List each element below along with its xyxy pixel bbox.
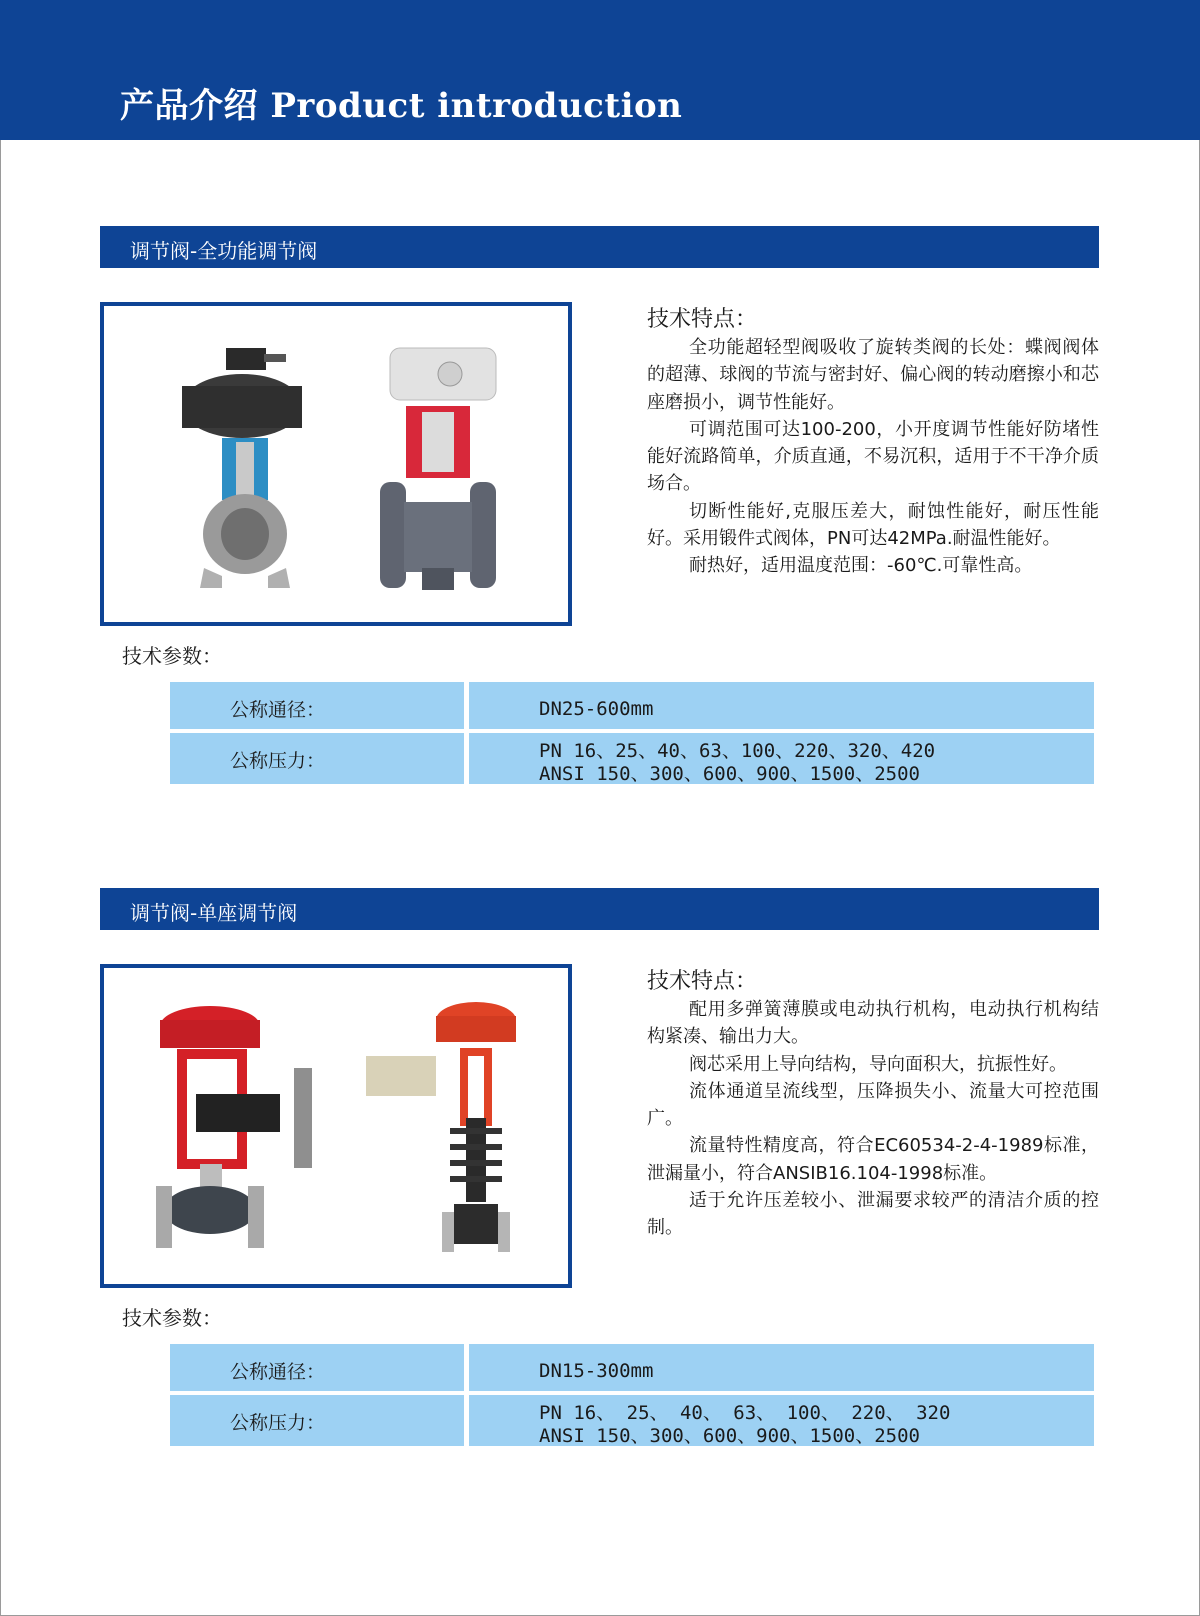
tech-paragraph: 耐热好，适用温度范围：-60℃.可靠性高。 [689,555,1033,577]
tech-paragraph: 切断性能好,克服压差大，耐蚀性能好，耐压性能好。采用锻件式阀体，PN可达42MPa.耐温性能好。 [647,500,1099,550]
tech-params-title: 技术参数： [122,1306,222,1330]
section-title: 调节阀-单座调节阀 [130,901,298,925]
product-image-single-seat-valve [100,964,572,1288]
table-row [170,733,1094,784]
param-value: PN 16、25、40、63、100、220、320、420 [539,740,936,762]
tech-paragraph: 配用多弹簧薄膜或电动执行机构，电动执行机构结构紧凑、输出力大。 [647,999,1099,1048]
param-label: 公称压力： [230,750,326,772]
tech-paragraph: 流体通道呈流线型，压降损失小、流量大可控范围广。 [647,1080,1099,1130]
product-image-full-function-valve [100,302,572,626]
param-value-cell [469,682,1094,729]
tech-paragraph: 可调范围可达100-200，小开度调节性能好防堵性能好流路简单，介质直通，不易沉积，适用于不干净介质场合。 [647,418,1099,495]
page-header [0,0,1200,140]
diaphragm-valve-illustration [156,1006,312,1248]
table-row [170,1344,1094,1391]
section-bar-single-seat-valve [100,888,1099,930]
param-label: 公称通径： [230,1361,326,1383]
page-title: 产品介绍 Product introduction [120,86,683,126]
section-bar-full-function-valve [100,226,1099,268]
param-value-cell [469,1344,1094,1391]
param-label-cell [170,682,464,729]
param-label-cell [170,733,464,784]
param-value: DN15-300mm [539,1360,654,1382]
electric-valve-illustration [380,348,496,590]
table-row [170,1395,1094,1446]
tech-features-text [647,334,1099,580]
param-label-cell [170,1344,464,1391]
param-label-cell [170,1395,464,1446]
tech-paragraph: 阀芯采用上导向结构，导向面积大，抗振性好。 [689,1053,1067,1075]
tech-features-title: 技术特点： [647,969,758,994]
param-label: 公称压力： [230,1412,326,1434]
tech-paragraph: 流量特性精度高，符合EC60534-2-4-1989标准，泄漏量小，符合ANSIB16.104-1998标准。 [647,1135,1099,1184]
param-value: ANSI 150、300、600、900、1500、2500 [539,763,920,785]
tech-features-text [647,996,1099,1242]
table-row [170,682,1094,729]
tech-params-title: 技术参数： [122,644,222,668]
param-value: ANSI 150、300、600、900、1500、2500 [539,1425,920,1447]
param-value-cell [469,733,1094,784]
param-label: 公称通径： [230,699,326,721]
tech-features-title: 技术特点： [647,307,758,332]
finned-valve-illustration [366,1002,516,1252]
param-value-cell [469,1395,1094,1446]
pneumatic-valve-illustration [182,348,302,588]
tech-paragraph: 全功能超轻型阀吸收了旋转类阀的长处：蝶阀阀体的超薄、球阀的节流与密封好、偏心阀的转动磨擦小和芯座磨损小，调节性能好。 [647,337,1099,413]
param-value: DN25-600mm [539,698,654,720]
param-value: PN 16、 25、 40、 63、 100、 220、 320 [539,1402,951,1424]
tech-paragraph: 适于允许压差较小、泄漏要求较严的清洁介质的控制。 [647,1190,1099,1239]
section-title: 调节阀-全功能调节阀 [130,239,318,263]
